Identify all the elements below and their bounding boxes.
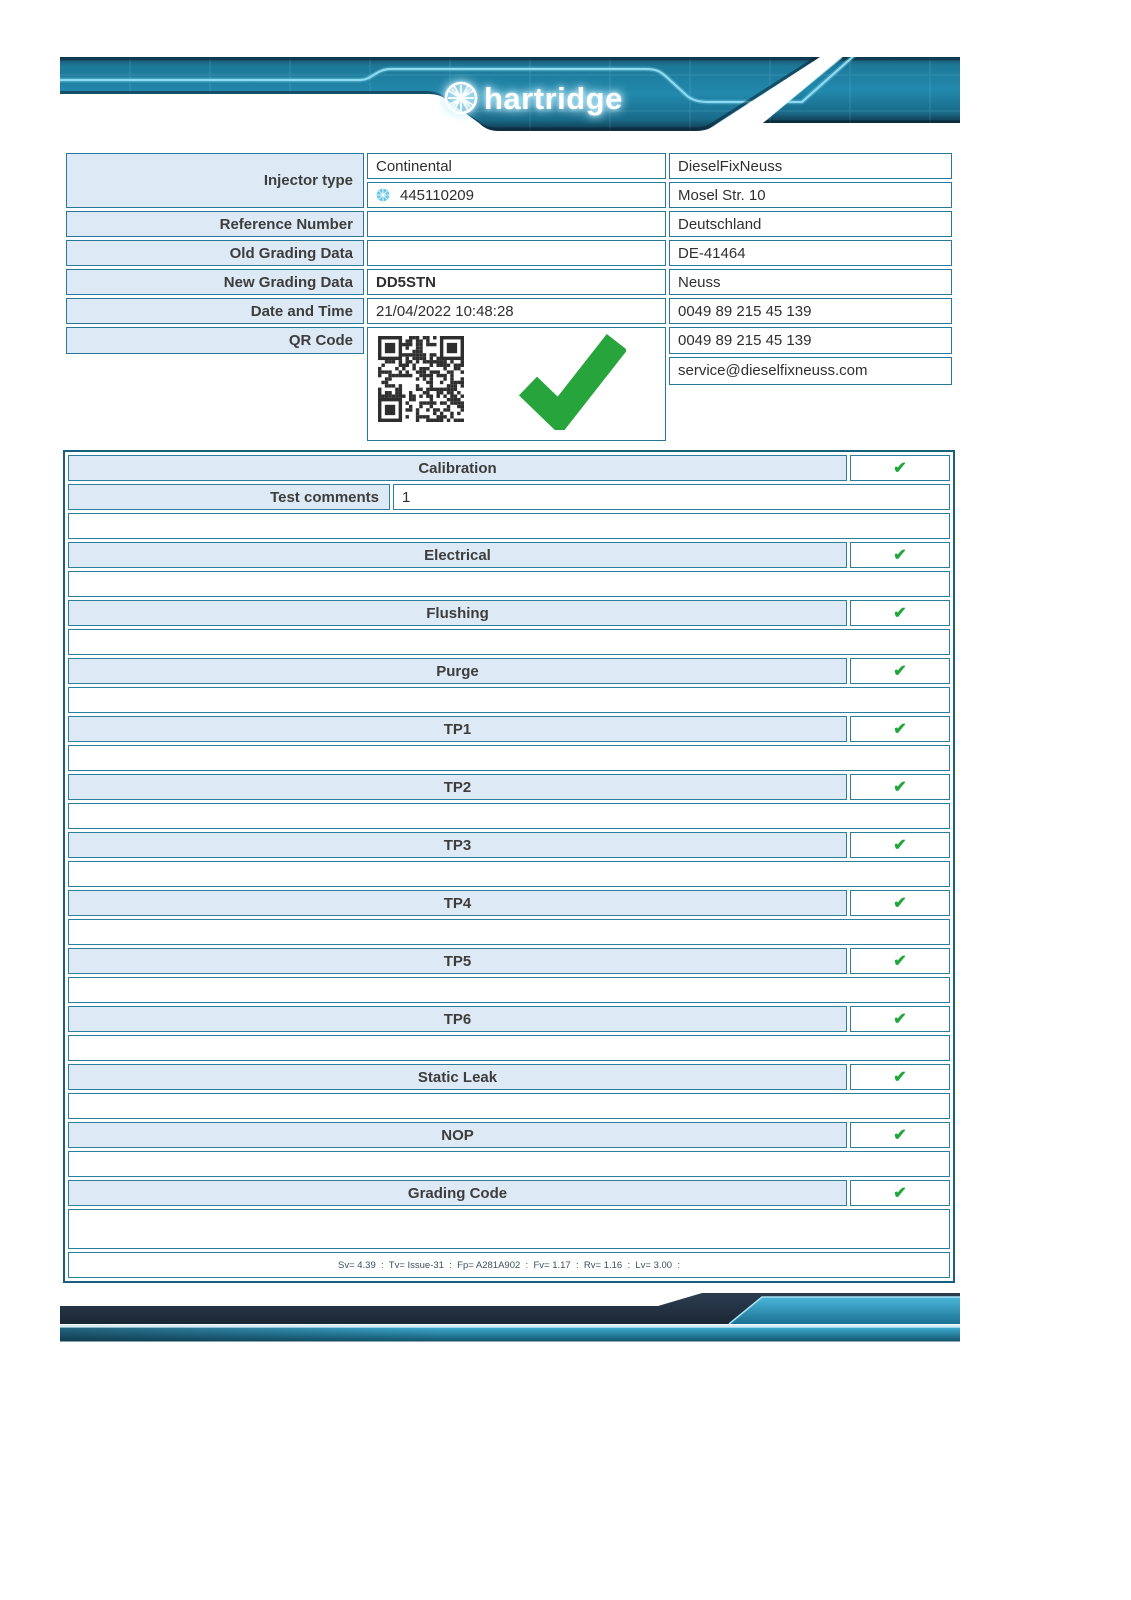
table-row: [68, 600, 950, 626]
address-line: 0049 89 215 45 139: [669, 298, 952, 324]
spacer-row: [68, 629, 950, 655]
table-row: [68, 484, 950, 510]
pass-check-icon: ✔: [893, 460, 907, 477]
address-line: Neuss: [669, 269, 952, 295]
reference-number-label: Reference Number: [66, 211, 364, 237]
table-row: [68, 803, 950, 829]
status-pass-cell: [850, 1180, 950, 1206]
section-static-leak: Static Leak: [68, 1064, 847, 1090]
section-tp2: TP2: [68, 774, 847, 800]
empty-region: [66, 388, 364, 413]
brand-text: hartridge: [484, 80, 623, 116]
spacer-row: [68, 861, 950, 887]
address-line: Mosel Str. 10: [669, 182, 952, 208]
spacer-row: [68, 513, 950, 539]
hartridge-logo: [443, 80, 623, 116]
table-row: [68, 513, 950, 539]
spacer-row: [68, 1151, 950, 1177]
table-row: [68, 455, 950, 481]
table-row: [68, 977, 950, 1003]
qr-code-label: QR Code: [66, 327, 364, 354]
empty-region: [669, 416, 952, 441]
pass-check-icon: ✔: [893, 895, 907, 912]
injector-type-label: Injector type: [66, 153, 364, 208]
section-tp5: TP5: [68, 948, 847, 974]
footer-banner-graphic: [60, 1288, 960, 1344]
pass-check-icon: ✔: [893, 1011, 907, 1028]
status-pass-cell: [850, 948, 950, 974]
pass-check-icon: ✔: [893, 547, 907, 564]
table-row: [68, 861, 950, 887]
big-check-icon: [516, 330, 626, 430]
injector-wheel-icon: [376, 188, 390, 202]
table-row: [68, 745, 950, 771]
qr-code-image: [378, 336, 464, 422]
table-row: [68, 1064, 950, 1090]
section-nop: NOP: [68, 1122, 847, 1148]
table-row: [68, 542, 950, 568]
table-row: [68, 1122, 950, 1148]
table-row: [68, 1006, 950, 1032]
section-tp4: TP4: [68, 890, 847, 916]
table-row: [68, 1252, 950, 1278]
table-row: [68, 687, 950, 713]
pass-check-icon: ✔: [893, 1069, 907, 1086]
footer-banner: [60, 1288, 960, 1344]
section-calibration: Calibration: [68, 455, 847, 481]
pass-check-icon: ✔: [893, 605, 907, 622]
table-row: [68, 1209, 950, 1249]
status-pass-cell: [850, 542, 950, 568]
table-row: [68, 948, 950, 974]
status-pass-cell: [850, 890, 950, 916]
table-row: [68, 774, 950, 800]
old-grading-value: [367, 240, 666, 266]
address-line: DE-41464: [669, 240, 952, 266]
table-row: [68, 571, 950, 597]
qr-code-cell: [367, 327, 666, 441]
section-purge: Purge: [68, 658, 847, 684]
table-row: [68, 1035, 950, 1061]
old-grading-label: Old Grading Data: [66, 240, 364, 266]
section-grading-code: Grading Code: [68, 1180, 847, 1206]
injector-number-value: 445110209: [400, 186, 474, 204]
test-comments-label: Test comments: [68, 484, 390, 510]
section-electrical: Electrical: [68, 542, 847, 568]
wheel-icon: [443, 80, 479, 116]
datetime-label: Date and Time: [66, 298, 364, 324]
status-pass-cell: [850, 1122, 950, 1148]
injector-number-cell: [367, 182, 666, 208]
status-pass-cell: [850, 658, 950, 684]
pass-check-icon: ✔: [893, 721, 907, 738]
section-tp1: TP1: [68, 716, 847, 742]
table-row: [68, 658, 950, 684]
test-results-table: [63, 450, 955, 1283]
injector-make-value: Continental: [367, 153, 666, 179]
section-flushing: Flushing: [68, 600, 847, 626]
spacer-row: [68, 1035, 950, 1061]
status-pass-cell: [850, 1064, 950, 1090]
spacer-row: [68, 919, 950, 945]
spacer-row: [68, 745, 950, 771]
address-line: 0049 89 215 45 139: [669, 327, 952, 354]
empty-region: [669, 388, 952, 413]
spacer-row: [68, 1093, 950, 1119]
datetime-value: 21/04/2022 10:48:28: [367, 298, 666, 324]
table-row: [68, 890, 950, 916]
table-row: [68, 1093, 950, 1119]
pass-check-icon: ✔: [893, 1185, 907, 1202]
spacer-row: [68, 687, 950, 713]
status-pass-cell: [850, 774, 950, 800]
spacer-row: [68, 977, 950, 1003]
pass-check-icon: ✔: [893, 663, 907, 680]
empty-region: [66, 416, 364, 441]
new-grading-label: New Grading Data: [66, 269, 364, 295]
table-row: [68, 1151, 950, 1177]
header-banner: [60, 57, 960, 131]
table-row: [68, 629, 950, 655]
spacer-row: [68, 1209, 950, 1249]
status-pass-cell: [850, 832, 950, 858]
status-pass-cell: [850, 1006, 950, 1032]
address-line: Deutschland: [669, 211, 952, 237]
table-row: [68, 832, 950, 858]
spacer-row: [68, 571, 950, 597]
status-pass-cell: [850, 600, 950, 626]
address-line: DieselFixNeuss: [669, 153, 952, 179]
empty-region: [66, 357, 364, 384]
section-tp3: TP3: [68, 832, 847, 858]
pass-check-icon: ✔: [893, 953, 907, 970]
test-comments-value: 1: [393, 484, 950, 510]
table-row: [68, 919, 950, 945]
section-tp6: TP6: [68, 1006, 847, 1032]
pass-check-icon: ✔: [893, 1127, 907, 1144]
pass-check-icon: ✔: [893, 779, 907, 796]
status-pass-cell: [850, 716, 950, 742]
pass-check-icon: ✔: [893, 837, 907, 854]
software-version-line: Sv= 4.39 : Tv= Issue-31 : Fp= A281A902 : Fv= 1.17 : Rv= 1.16 : Lv= 3.00 :: [68, 1252, 950, 1278]
table-row: [68, 1180, 950, 1206]
table-row: [68, 716, 950, 742]
new-grading-value: DD5STN: [367, 269, 666, 295]
reference-number-value: [367, 211, 666, 237]
address-line: service@dieselfixneuss.com: [669, 357, 952, 384]
injector-info-table: [63, 150, 955, 444]
status-pass-cell: [850, 455, 950, 481]
spacer-row: [68, 803, 950, 829]
